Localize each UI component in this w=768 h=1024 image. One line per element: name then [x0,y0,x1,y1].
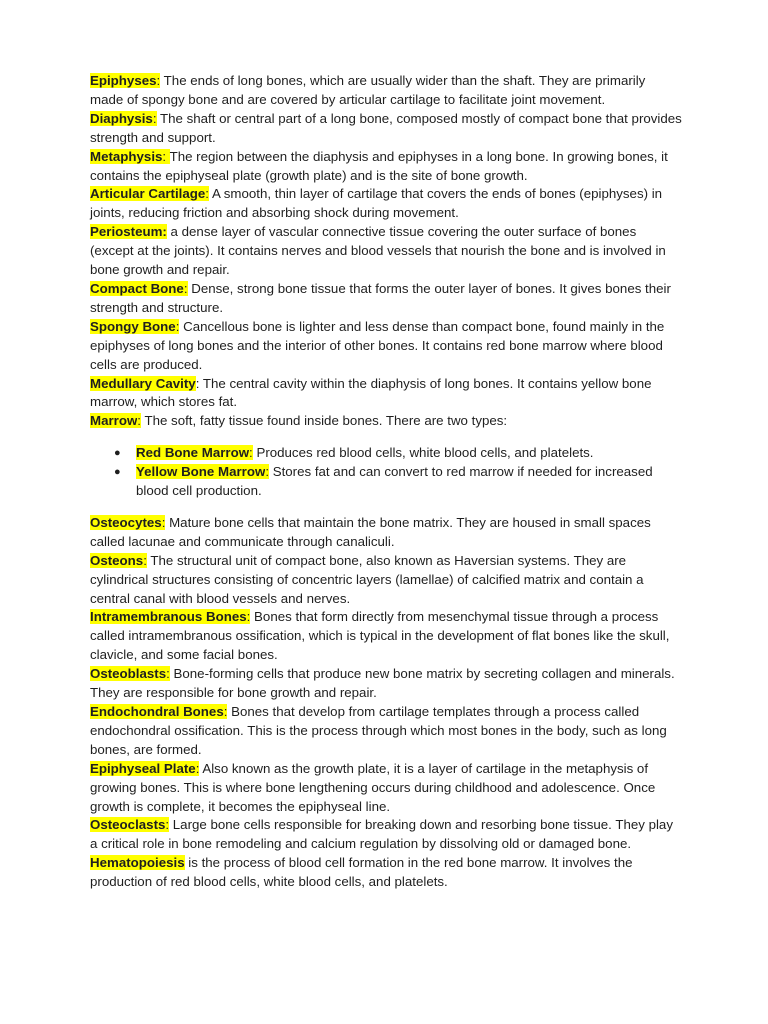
bullet-icon: ● [114,466,121,479]
definition-osteoblasts [90,665,682,703]
term-medullary-cavity: Medullary Cavity [90,375,196,391]
definition-osteons [90,552,682,609]
definition-text: Large bone cells responsible for breaking down and resorbing bone tissue. They play a critical role in bone remodeling and calcium regulation by dissolving old or damaged bone. [90,817,673,852]
term-marrow: Marrow [90,413,138,429]
term-compact-bone: Compact Bone [90,280,184,296]
definition-medullary-cavity [90,375,682,413]
term-red-bone-marrow: Red Bone Marrow [136,445,250,461]
document-page [90,72,682,892]
term-separator: : [223,704,228,719]
definition-epiphyseal-plate [90,760,682,817]
term-spongy-bone: Spongy Bone [90,318,176,334]
definition-text: : The central cavity within the diaphysis of long bones. It contains yellow bone marrow, which stores fat. [90,375,652,410]
definition-diaphysis [90,110,682,148]
term-epiphyseal-plate: Epiphyseal Plate [90,760,196,776]
term-separator: : [205,186,209,202]
term-endochondral-bones: Endochondral Bones [90,704,224,719]
bullet-icon: ● [114,447,121,460]
definition-metaphysis [90,148,682,186]
definition-text: Produces red blood cells, white blood cells, and platelets. [252,445,594,461]
definition-text: The ends of long bones, which are usually wider than the shaft. They are primarily made of spongy bone and are covered by articular cartilage to facilitate joint movement. [90,73,646,107]
term-separator: : [175,318,180,334]
definition-text: a dense layer of vascular connective tissue covering the outer surface of bones (except at the joints). It contains nerves and blood vessels that nourish the bone and is involved in bone growth and repair. [90,224,666,278]
definition-text: is the process of blood cell formation in the red bone marrow. It involves the production of red blood cells, white blood cells, and platelets. [90,855,633,890]
definition-text: Bone-forming cells that produce new bone matrix by secreting collagen and minerals. They are responsible for bone growth and repair. [90,666,675,701]
definition-text: The structural unit of compact bone, also known as Haversian systems. They are cylindrical structures consisting of concentric layers (lamellae) of calcified matrix and contain a central canal with blood vessels and nerves. [90,552,644,606]
definition-spongy-bone [90,318,682,375]
term-separator: : [137,413,141,429]
term-osteoclasts: Osteoclasts [90,817,166,833]
term-diaphysis: Diaphysis [90,110,153,126]
marrow-types-list [90,444,682,501]
term-intramembranous-bones: Intramembranous Bones [90,609,247,625]
term-separator: : [143,552,147,568]
term-separator: : [183,280,188,296]
definition-text: Stores fat and can convert to red marrow if needed for increased blood cell production. [136,464,653,499]
term-separator: : [249,445,253,461]
term-separator: : [166,666,170,682]
definition-epiphyses [90,72,682,110]
definition-text: Mature bone cells that maintain the bone matrix. They are housed in small spaces called lacunae and communicate through canaliculi. [90,514,651,549]
term-separator: : [265,464,270,480]
definition-marrow [90,412,682,431]
definition-text: The shaft or central part of a long bone, composed mostly of compact bone that provides strength and support. [90,110,682,145]
definition-compact-bone [90,280,682,318]
term-metaphysis: Metaphysis [90,148,163,164]
definition-text: Dense, strong bone tissue that forms the outer layer of bones. It gives bones their strength and structure. [90,280,671,315]
term-separator: : [161,514,166,530]
definition-periosteum [90,223,682,280]
term-osteons: Osteons [90,552,144,568]
list-item-red-bone-marrow [114,444,682,463]
definition-osteocytes [90,514,682,552]
term-separator: : [246,609,251,625]
definition-text: Bones that develop from cartilage templates through a process called endochondral ossification. This is the process through which most bones in the body, such as long bones, are formed. [90,704,667,757]
definition-text: Bones that form directly from mesenchymal tissue through a process called intramembranous ossification, which is typical in the development of flat bones like the skull, clavicle, and some facial bones. [90,609,670,663]
term-separator: : [195,760,200,776]
definition-text: Cancellous bone is lighter and less dense than compact bone, found mainly in the epiphyses of long bones and the interior of other bones. It contains red bone marrow where blood cells are produced. [90,318,665,372]
definition-text: A smooth, thin layer of cartilage that covers the ends of bones (epiphyses) in joints, reducing friction and absorbing shock during movement. [90,186,663,221]
term-separator: : [156,73,161,88]
list-item-yellow-bone-marrow [114,463,682,501]
term-articular-cartilage: Articular Cartilage [90,186,206,202]
definition-text: Also known as the growth plate, it is a layer of cartilage in the metaphysis of growing bones. This is where bone lengthening occurs during childhood and adolescence. Once growth is complete, it becomes the epiphyseal line. [90,760,656,814]
term-separator: : [162,148,170,164]
definition-articular-cartilage [90,185,682,223]
term-osteocytes: Osteocytes [90,514,162,530]
definitions-bottom [90,514,682,892]
definition-intramembranous-bones [90,608,682,665]
term-yellow-bone-marrow: Yellow Bone Marrow [136,464,266,480]
term-osteoblasts: Osteoblasts [90,666,167,682]
term-epiphyses: Epiphyses [90,73,157,88]
definition-endochondral-bones [90,703,682,760]
definition-text: The region between the diaphysis and epiphyses in a long bone. In growing bones, it contains the epiphyseal plate (growth plate) and is the site of bone growth. [90,148,668,183]
definitions-top [90,72,682,431]
definition-text: The soft, fatty tissue found inside bones. There are two types: [141,413,508,429]
term-separator: : [165,817,170,833]
term-hematopoiesis: Hematopoiesis [90,855,185,871]
term-periosteum: Periosteum: [90,224,167,240]
definition-hematopoiesis [90,854,682,892]
term-separator: : [152,110,157,126]
definition-osteoclasts [90,816,682,854]
